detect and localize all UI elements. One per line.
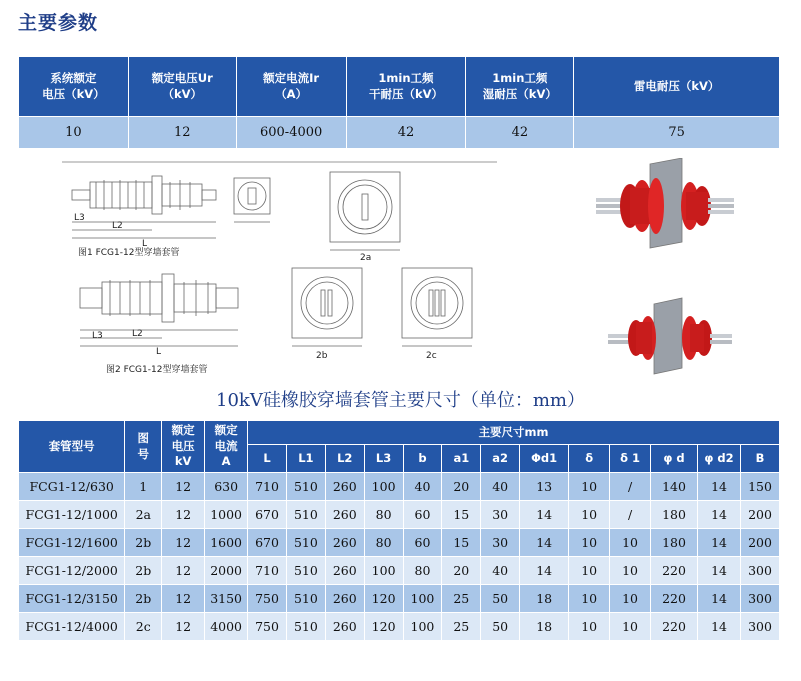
params-header-cell: 1min工频 湿耐压（kV） [466,57,574,117]
table-cell: FCG1-12/1000 [19,501,125,529]
table-cell: FCG1-12/2000 [19,557,125,585]
table-cell: 60 [403,501,442,529]
table-cell: 12 [162,613,205,641]
table-cell: 10 [610,613,651,641]
table-cell: 10 [569,529,610,557]
table-cell: 180 [651,501,698,529]
table-cell: 12 [162,501,205,529]
params-header-row [19,57,780,117]
table-cell: 120 [364,613,403,641]
dim-header-cell: φ d2 [698,445,741,473]
fig-label-2c: 2c [426,351,437,361]
table-cell: 220 [651,613,698,641]
table-cell: 630 [205,473,248,501]
product-photos [590,158,760,383]
table-cell: 10 [610,557,651,585]
params-header-cell: 1min工频 干耐压（kV） [346,57,466,117]
table-cell: 510 [286,585,325,613]
dim-header-cell: L3 [364,445,403,473]
params-header-cell: 额定电流Ir （A） [236,57,346,117]
table-cell: 14 [520,529,569,557]
table-cell: 10 [610,585,651,613]
table-cell: 10 [569,501,610,529]
table-cell: 25 [442,613,481,641]
table-cell: 670 [248,501,287,529]
table-cell: 50 [481,613,520,641]
params-value-cell: 42 [346,117,466,149]
table-cell: 100 [364,557,403,585]
table-cell: 80 [403,557,442,585]
params-value-cell: 42 [466,117,574,149]
table-cell: 510 [286,529,325,557]
bushing-photo-large [596,158,734,248]
header-figure: 图 号 [125,421,162,473]
dim-label-l: L [142,239,148,249]
table-cell: 4000 [205,613,248,641]
fig2-caption: 图2 FCG1-12型穿墙套管 [106,365,208,375]
dim-header-cell: L [248,445,287,473]
table-cell: 10 [569,557,610,585]
table-cell: 750 [248,585,287,613]
table-cell: 30 [481,529,520,557]
params-value-cell: 600-4000 [236,117,346,149]
table-cell: 300 [741,585,780,613]
fig1-end-view [234,178,270,222]
table-cell: 710 [248,557,287,585]
table-cell: 100 [364,473,403,501]
table-cell: 40 [403,473,442,501]
dim-header-cell: φ d [651,445,698,473]
table-row [19,557,780,585]
table-row [19,529,780,557]
params-header-cell: 雷电耐压（kV） [574,57,780,117]
table-cell: 40 [481,473,520,501]
table-cell: 12 [162,557,205,585]
table-cell: 14 [698,501,741,529]
table-cell: 14 [520,501,569,529]
table-cell: 25 [442,585,481,613]
table-cell: 14 [698,473,741,501]
table-cell: 300 [741,557,780,585]
table-cell: 12 [162,473,205,501]
header-main-dimensions: 主要尺寸mm [248,421,780,445]
dims-table [18,420,780,641]
table-cell: 120 [364,585,403,613]
table-cell: 220 [651,557,698,585]
dim-header-cell: B [741,445,780,473]
header-rated-voltage: 额定 电压 kV [162,421,205,473]
table-cell: 10 [569,585,610,613]
table-cell: 14 [698,585,741,613]
dim-header-cell: δ 1 [610,445,651,473]
table-cell: 2a [125,501,162,529]
params-table [18,56,780,149]
table-cell: 1000 [205,501,248,529]
table-cell: 2b [125,557,162,585]
fig2b-end-view [292,268,362,346]
table-cell: 260 [325,585,364,613]
table-cell: 12 [162,529,205,557]
params-header-cell: 系统额定 电压（kV） [19,57,129,117]
page-title: 主要参数 [18,12,99,34]
params-value-cell: 12 [128,117,236,149]
table-cell: 14 [520,557,569,585]
table-cell: FCG1-12/4000 [19,613,125,641]
table-cell: 10 [569,613,610,641]
table-row [19,473,780,501]
table-cell: 300 [741,613,780,641]
table-cell: 100 [403,613,442,641]
table-cell: 18 [520,585,569,613]
table-cell: 2000 [205,557,248,585]
table-cell: 220 [651,585,698,613]
table-cell: 15 [442,529,481,557]
table-cell: 710 [248,473,287,501]
table-row [19,613,780,641]
table-cell: 20 [442,473,481,501]
table-cell: 2b [125,585,162,613]
table-cell: 670 [248,529,287,557]
table-cell: 50 [481,585,520,613]
fig2c-end-view [402,268,472,346]
params-value-cell: 10 [19,117,129,149]
table-cell: 14 [698,613,741,641]
table-cell: 3150 [205,585,248,613]
table-cell: 80 [364,501,403,529]
dim-header-cell: Φd1 [520,445,569,473]
table-cell: 510 [286,501,325,529]
dim-header-cell: δ [569,445,610,473]
table-cell: 13 [520,473,569,501]
table-cell: 510 [286,557,325,585]
params-value-cell: 75 [574,117,780,149]
bushing-photo-small [608,298,732,374]
fig2a-end-view [330,172,400,250]
technical-drawings [62,158,582,383]
header-rated-current: 额定 电流 A [205,421,248,473]
table-cell: 260 [325,529,364,557]
table-cell: 12 [162,585,205,613]
table-cell: 20 [442,557,481,585]
table-cell: 2c [125,613,162,641]
table-cell: 200 [741,501,780,529]
fig1-caption: 图1 FCG1-12型穿墙套管 [78,248,180,258]
dim-header-cell: L2 [325,445,364,473]
table-cell: 18 [520,613,569,641]
table-cell: 10 [610,529,651,557]
fig-label-2a: 2a [360,253,372,263]
fig-label-2b: 2b [316,351,328,361]
table-cell: 150 [741,473,780,501]
dim-header-cell: L1 [286,445,325,473]
table-cell: FCG1-12/3150 [19,585,125,613]
table-cell: / [610,473,651,501]
dim-label-l-fig2: L [156,347,162,357]
table-cell: 260 [325,557,364,585]
table-row [19,585,780,613]
table-cell: 510 [286,613,325,641]
dims-table-title: 10kV硅橡胶穿墙套管主要尺寸（单位：mm） [216,390,585,411]
dim-label-l3: L3 [74,213,85,223]
dim-label-l2: L2 [112,221,123,231]
table-cell: 180 [651,529,698,557]
fig1-side-view [72,176,216,238]
header-model: 套管型号 [19,421,125,473]
params-value-row [19,117,780,149]
table-cell: 260 [325,501,364,529]
table-cell: 140 [651,473,698,501]
dim-header-cell: a1 [442,445,481,473]
table-cell: 40 [481,557,520,585]
table-cell: 80 [364,529,403,557]
dim-header-cell: b [403,445,442,473]
table-cell: 1 [125,473,162,501]
table-cell: 14 [698,529,741,557]
table-cell: 260 [325,473,364,501]
fig2-side-view [80,274,238,346]
table-cell: 10 [569,473,610,501]
table-cell: 1600 [205,529,248,557]
dim-label-l3-fig2: L3 [92,331,103,341]
table-cell: 510 [286,473,325,501]
dims-header-row-1 [19,421,780,445]
table-cell: 260 [325,613,364,641]
table-cell: 750 [248,613,287,641]
params-header-cell: 额定电压Ur （kV） [128,57,236,117]
table-cell: FCG1-12/1600 [19,529,125,557]
table-cell: 60 [403,529,442,557]
table-cell: 200 [741,529,780,557]
table-cell: 2b [125,529,162,557]
table-cell: 14 [698,557,741,585]
table-cell: 100 [403,585,442,613]
table-cell: 30 [481,501,520,529]
table-row [19,501,780,529]
table-cell: FCG1-12/630 [19,473,125,501]
dim-header-cell: a2 [481,445,520,473]
table-cell: / [610,501,651,529]
table-cell: 15 [442,501,481,529]
dim-label-l2-fig2: L2 [132,329,143,339]
